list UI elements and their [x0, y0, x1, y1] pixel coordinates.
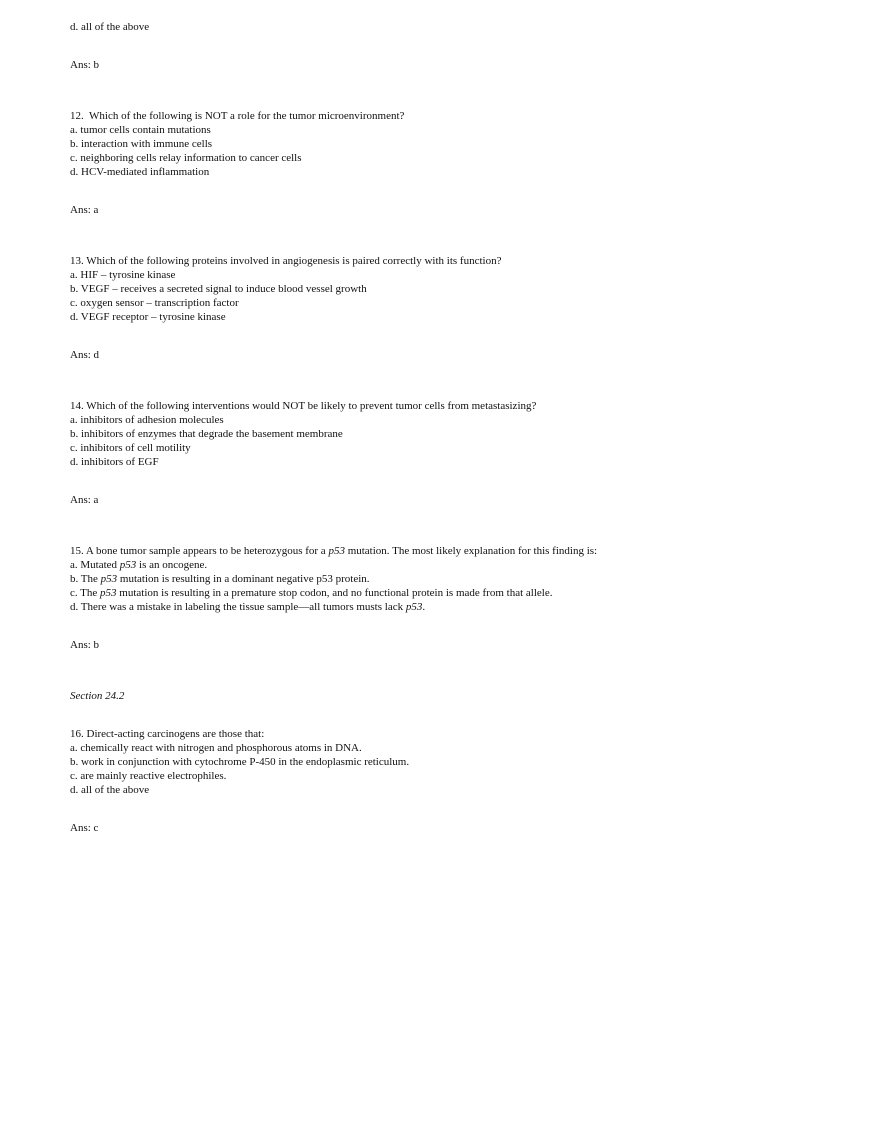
italic-text: p53: [100, 573, 118, 585]
answer-option: [70, 586, 850, 600]
text-segment: mutation. The most likely explanation for this finding is:: [344, 545, 598, 557]
question-text: [70, 399, 850, 413]
text-segment: c. inhibitors of cell motility: [70, 442, 191, 454]
text-segment: c. The: [70, 587, 101, 599]
text-segment: c. are mainly reactive electrophiles.: [70, 770, 227, 782]
answer-option: [70, 769, 850, 783]
section-heading: [70, 689, 850, 703]
text-segment: d. inhibitors of EGF: [70, 456, 159, 468]
answer-option: [70, 20, 850, 34]
answer-line: [70, 638, 850, 652]
italic-text: p53: [328, 545, 345, 557]
text-segment: b. The: [70, 573, 101, 585]
text-segment: Ans: b: [70, 639, 100, 651]
text-segment: d. There was a mistake in labeling the tissue sample—all tumors musts lack: [70, 601, 406, 613]
answer-option: [70, 282, 850, 296]
text-segment: mutation is resulting in a dominant negative p53 protein.: [117, 573, 370, 585]
answer-option: [70, 151, 850, 165]
text-segment: 13. Which of the following proteins involved in angiogenesis is paired correctly with its function?: [70, 255, 502, 267]
answer-option: [70, 310, 850, 324]
text-segment: c. neighboring cells relay information to cancer cells: [70, 152, 302, 164]
text-segment: d. VEGF receptor – tyrosine kinase: [70, 311, 226, 323]
document-page: [70, 20, 850, 835]
answer-option: [70, 783, 850, 797]
text-segment: .: [422, 601, 426, 613]
answer-option: [70, 455, 850, 469]
answer-line: [70, 203, 850, 217]
text-segment: b. interaction with immune cells: [70, 138, 213, 150]
answer-option: [70, 123, 850, 137]
text-segment: b. VEGF – receives a secreted signal to induce blood vessel growth: [70, 283, 367, 295]
text-segment: b. inhibitors of enzymes that degrade the basement membrane: [70, 428, 343, 440]
text-segment: Ans: c: [70, 822, 99, 834]
text-segment: a. tumor cells contain mutations: [70, 124, 211, 136]
text-segment: a. chemically react with nitrogen and phosphorous atoms in DNA.: [70, 742, 362, 754]
italic-text: p53: [405, 601, 423, 613]
question-text: [70, 254, 850, 268]
question-text: [70, 544, 850, 558]
italic-text: p53: [100, 587, 117, 599]
text-segment: 16. Direct-acting carcinogens are those that:: [70, 728, 265, 740]
answer-option: [70, 572, 850, 586]
answer-option: [70, 558, 850, 572]
answer-line: [70, 58, 850, 72]
text-segment: 12. Which of the following is NOT a role for the tumor microenvironment?: [70, 110, 405, 122]
answer-option: [70, 427, 850, 441]
text-segment: a. Mutated: [70, 559, 120, 571]
question-text: [70, 727, 850, 741]
answer-line: [70, 821, 850, 835]
italic-text: Section 24.2: [70, 690, 125, 702]
answer-option: [70, 296, 850, 310]
answer-option: [70, 755, 850, 769]
text-segment: is an oncogene.: [136, 559, 208, 571]
answer-option: [70, 137, 850, 151]
text-segment: a. inhibitors of adhesion molecules: [70, 414, 224, 426]
text-segment: d. HCV-mediated inflammation: [70, 166, 210, 178]
text-segment: 15. A bone tumor sample appears to be heterozygous for a: [70, 545, 329, 557]
text-segment: c. oxygen sensor – transcription factor: [70, 297, 239, 309]
text-segment: a. HIF – tyrosine kinase: [70, 269, 176, 281]
answer-option: [70, 268, 850, 282]
answer-option: [70, 165, 850, 179]
text-segment: Ans: a: [70, 494, 99, 506]
text-segment: d. all of the above: [70, 21, 150, 33]
answer-line: [70, 493, 850, 507]
answer-line: [70, 348, 850, 362]
text-segment: d. all of the above: [70, 784, 150, 796]
answer-option: [70, 600, 850, 614]
italic-text: p53: [119, 559, 137, 571]
text-segment: Ans: b: [70, 59, 100, 71]
text-segment: Ans: d: [70, 349, 100, 361]
question-text: [70, 109, 850, 123]
answer-option: [70, 441, 850, 455]
text-segment: 14. Which of the following interventions would NOT be likely to prevent tumor cells from metastasizing?: [70, 400, 537, 412]
text-segment: mutation is resulting in a premature stop codon, and no functional protein is made from that allele.: [116, 587, 553, 599]
text-segment: Ans: a: [70, 204, 99, 216]
answer-option: [70, 741, 850, 755]
answer-option: [70, 413, 850, 427]
text-segment: b. work in conjunction with cytochrome P-450 in the endoplasmic reticulum.: [70, 756, 410, 768]
